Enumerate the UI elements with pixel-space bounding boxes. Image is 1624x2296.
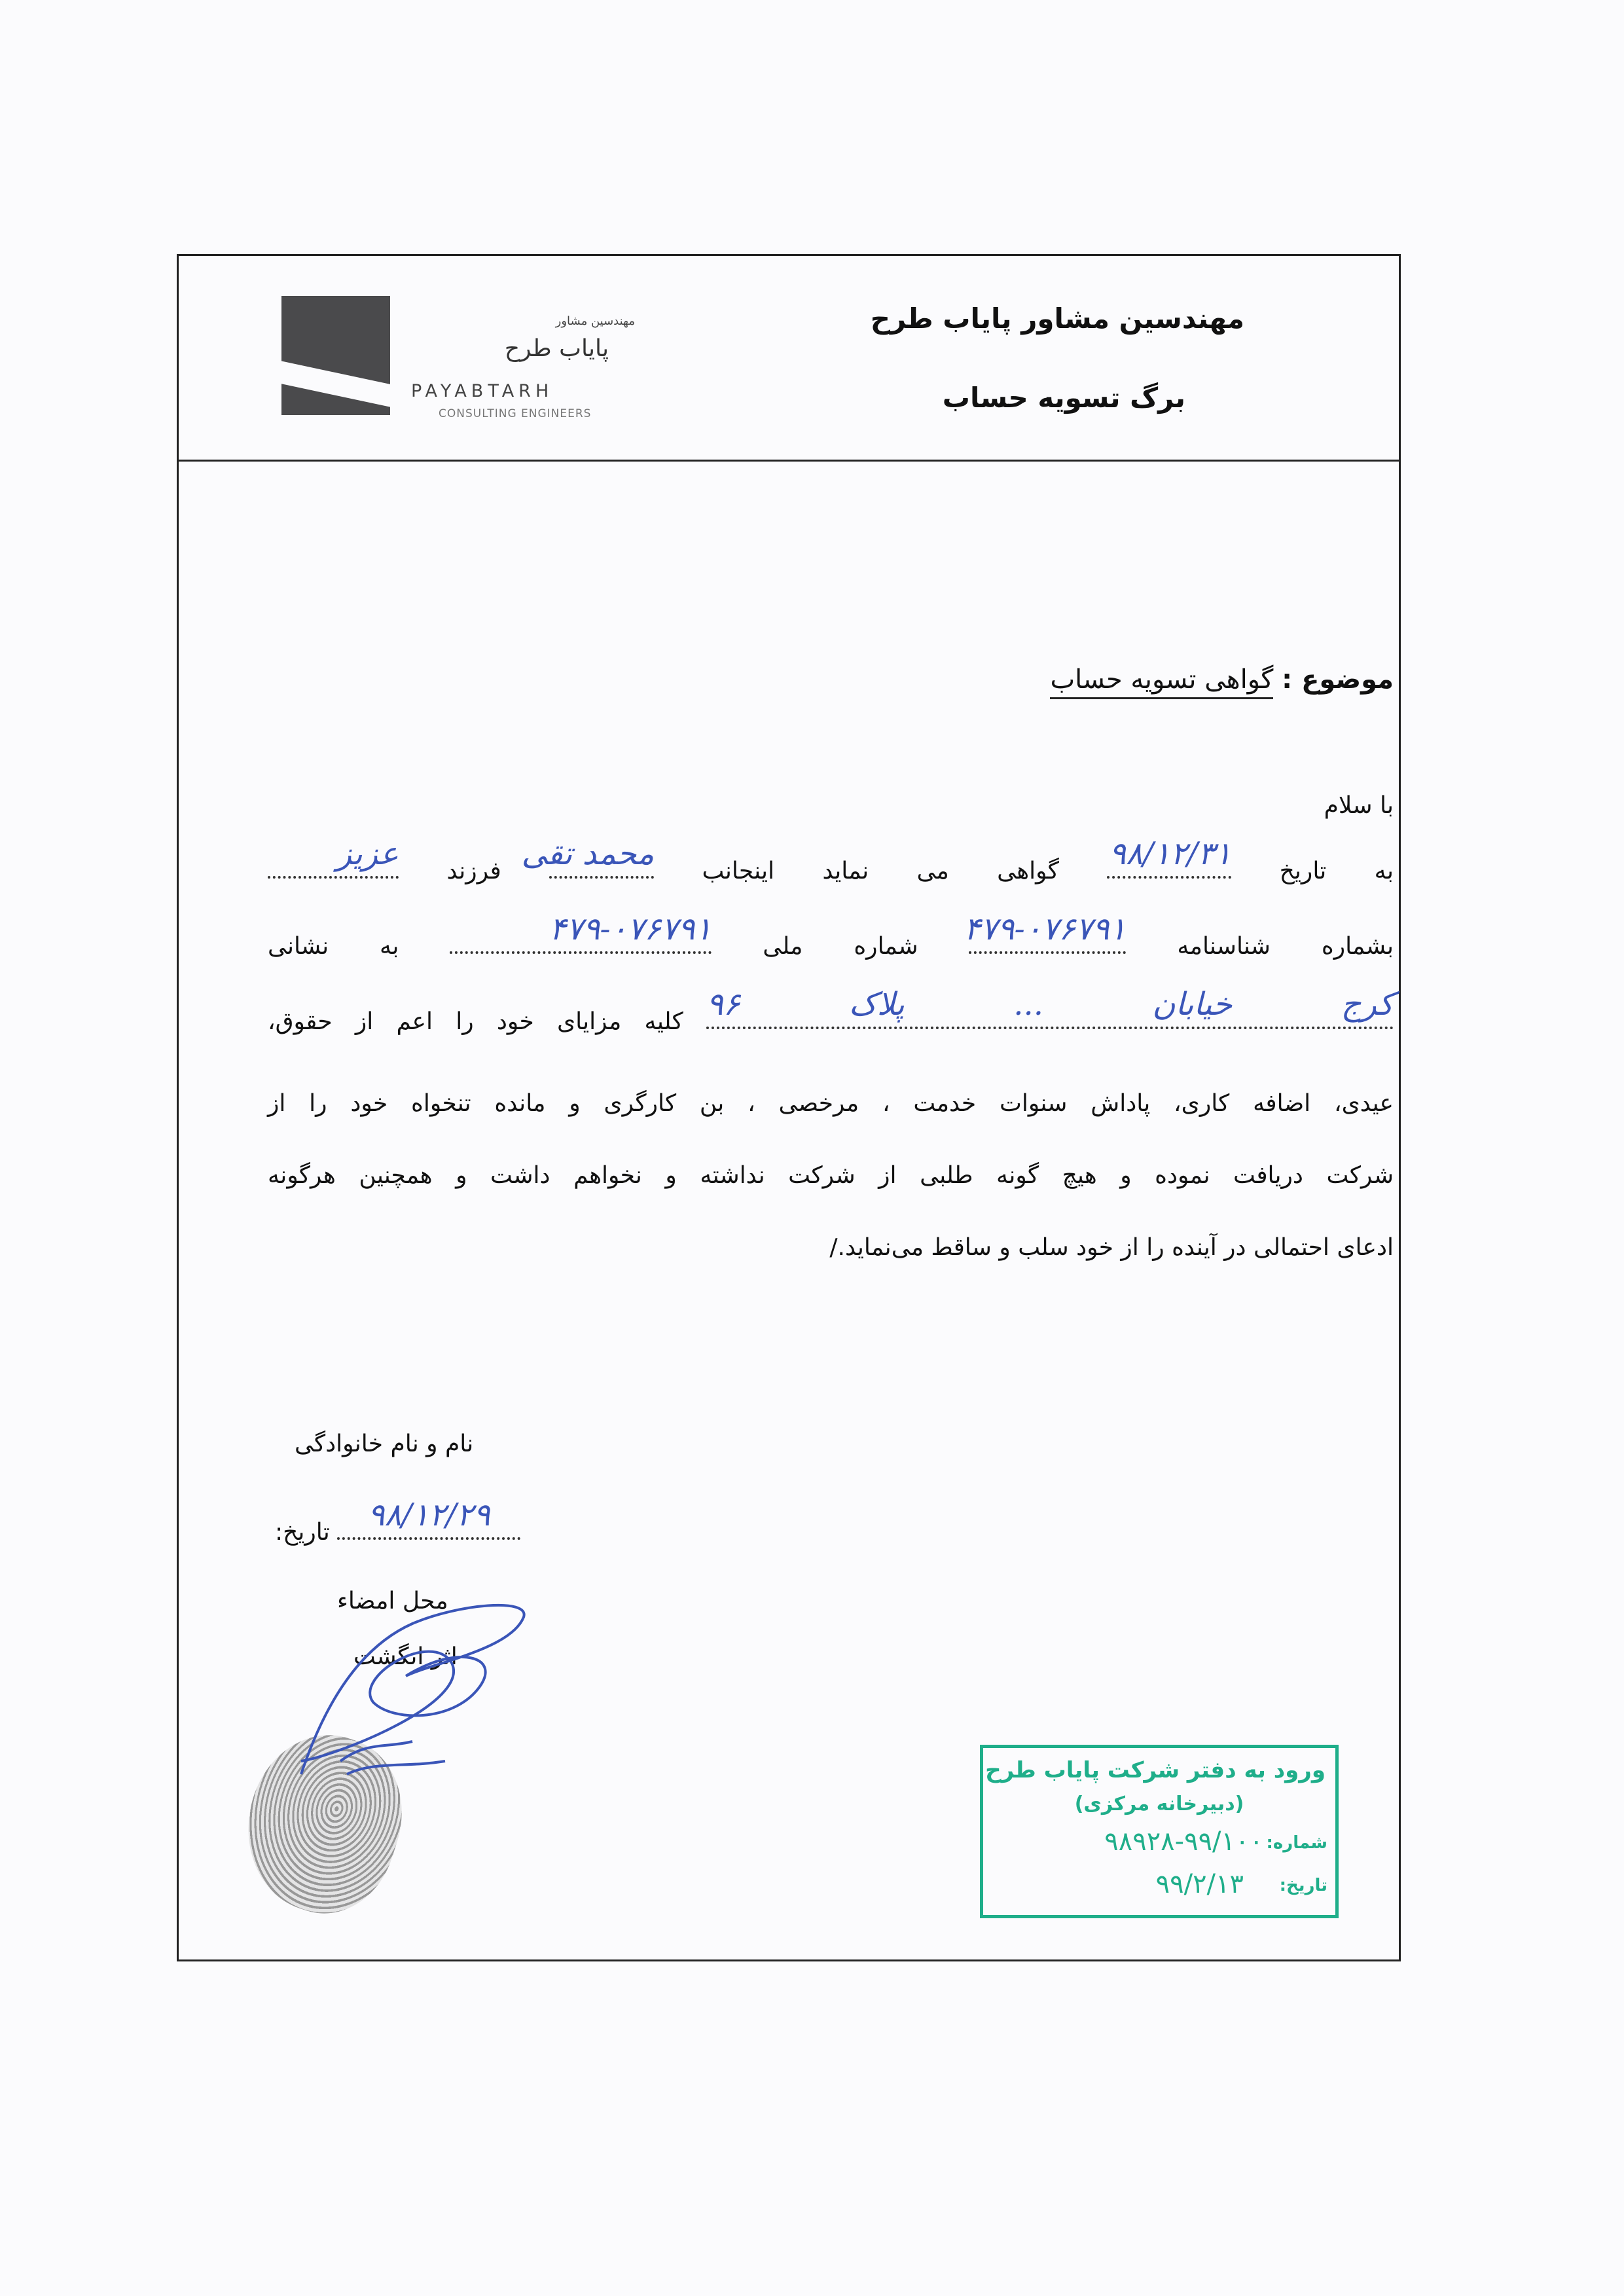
address-field[interactable] — [706, 986, 1394, 1029]
name-field[interactable] — [521, 835, 655, 879]
company-logo-mark — [281, 296, 390, 415]
handwritten-address: کرج خیابان ... پلاک ۹۶ — [706, 986, 1394, 1023]
logo-name-fa: پایاب طرح — [504, 335, 609, 362]
body-line-1 — [268, 835, 1394, 884]
text: به نشانی — [268, 933, 399, 960]
date-label: تاریخ: — [275, 1519, 330, 1546]
logo-subtitle-fa: مهندسین مشاور — [555, 314, 635, 328]
stamp-title: ورود به دفتر شرکت پایاب طرح — [985, 1757, 1326, 1783]
id-number-field[interactable] — [964, 911, 1127, 954]
handwritten-national-id: ۴۷۹-۰۷۶۷۹۱ — [549, 911, 712, 947]
subject-label: موضوع : — [1282, 665, 1394, 695]
handwritten-date: ۹۸/۱۲/۳۱ — [1109, 835, 1232, 872]
stamp-date-value: ۹۹/۲/۱۳ — [1155, 1869, 1244, 1899]
handwritten-name: محمد تقی — [521, 835, 655, 872]
stamp-number-value: ۹۸۹۲۸-۹۹/۱۰۰ — [1104, 1827, 1263, 1857]
national-id-field[interactable] — [450, 911, 712, 954]
text: کلیه مزایای خود را اعم از حقوق، — [268, 1008, 683, 1035]
fingerprint-label: اثر انگشت — [353, 1643, 458, 1670]
date-field[interactable] — [1107, 835, 1232, 879]
name-label: نام و نام خانوادگی — [295, 1430, 474, 1457]
text: شماره ملی — [763, 933, 918, 960]
stamp-date-label: تاریخ: — [1279, 1876, 1327, 1895]
handwritten-father-name: عزیز — [336, 835, 399, 872]
header-divider — [177, 460, 1401, 462]
body-line-3 — [268, 986, 1394, 1035]
father-name-field[interactable] — [268, 835, 399, 879]
handwritten-signature-date: ۹۸/۱۲/۲۹ — [367, 1497, 490, 1533]
text: گواهی می نماید اینجانب — [702, 858, 1059, 884]
signature-icon — [262, 1565, 537, 1813]
form-title: برگ تسویه حساب — [942, 382, 1185, 414]
text: به تاریخ — [1279, 858, 1394, 884]
logo-name-en: PAYABTARH — [411, 381, 554, 401]
stamp-subtitle: (دبیرخانه مرکزی) — [1074, 1793, 1244, 1815]
receipt-stamp — [980, 1745, 1339, 1918]
body-line-5: شرکت دریافت نموده و هیچ گونه طلبی از شرکت نداشته و نخواهم داشت و همچنین هرگونه — [268, 1162, 1394, 1189]
handwritten-id-number: ۴۷۹-۰۷۶۷۹۱ — [964, 911, 1127, 947]
signature-date-field[interactable] — [337, 1497, 520, 1540]
subject-line — [1050, 665, 1394, 695]
body-line-2 — [268, 911, 1394, 960]
logo-subtitle-en: CONSULTING ENGINEERS — [439, 407, 592, 420]
signature-date — [275, 1497, 520, 1546]
stamp-number-label: شماره: — [1266, 1833, 1327, 1853]
signature-label: محل امضاء — [337, 1588, 448, 1614]
text: بشماره شناسنامه — [1177, 933, 1394, 960]
greeting: با سلام — [1324, 792, 1394, 819]
text: فرزند — [446, 858, 501, 884]
body-line-6: ادعای احتمالی در آینده را از خود سلب و ساقط می‌نماید./ — [829, 1234, 1394, 1261]
company-title: مهندسین مشاور پایاب طرح — [870, 302, 1244, 335]
subject-value: گواهی تسویه حساب — [1050, 665, 1273, 699]
body-line-4: عیدی، اضافه کاری، پاداش سنوات خدمت ، مرخصی ، بن کارگری و مانده تنخواه خود را از — [268, 1090, 1394, 1117]
